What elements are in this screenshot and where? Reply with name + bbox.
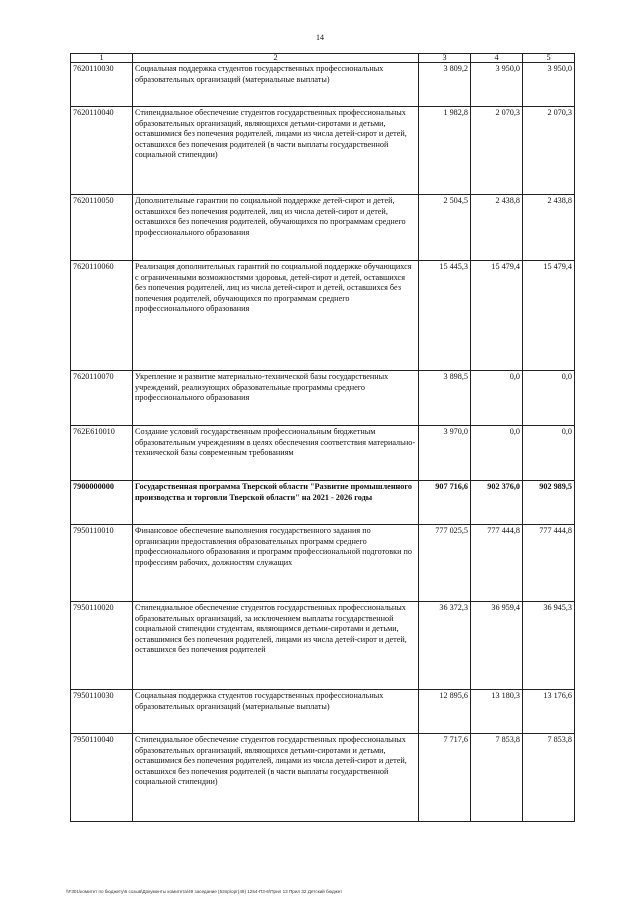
- table-row: [71, 602, 575, 690]
- footer-file-path: \\F301\комитет по бюджету\6 созыв\Документы комитета\49 заседание (53пр\орг(49) 1254-П3-6\Прил 13 Прил 32 Детский бюджет: [66, 889, 343, 894]
- table-header-row: [71, 54, 575, 63]
- row-name: Создание условий государственным профессиональным бюджетным образовательным учреждениям в целях обеспечения соответствия материально-технической базы современным требованиям: [133, 426, 419, 481]
- row-code: 7620110050: [71, 195, 133, 261]
- table-row: [71, 525, 575, 602]
- table-row: [71, 734, 575, 822]
- table-row: [71, 195, 575, 261]
- row-name: Социальная поддержка студентов государственных профессиональных образовательных организаций (материальные выплаты): [133, 63, 419, 107]
- row-name: Стипендиальное обеспечение студентов государственных профессиональных образовательных организаций, являющихся детьми-сиротами и детьми, оставшимися без попечения родителей, лицами из числа детей-сирот и детей, оставшихся без попечения родителей (в части выплаты государственной социальной стипендии): [133, 107, 419, 195]
- row-value-col3: 777 025,5: [419, 525, 471, 602]
- row-value-col3: 7 717,6: [419, 734, 471, 822]
- row-value-col4: 3 950,0: [471, 63, 523, 107]
- row-value-col3: 36 372,3: [419, 602, 471, 690]
- row-code: 7620110070: [71, 371, 133, 426]
- header-col-1: 1: [71, 54, 133, 63]
- table-row: [71, 371, 575, 426]
- row-code: 7950110010: [71, 525, 133, 602]
- row-name: Государственная программа Тверской области "Развитие промышленного производства и торговли Тверской области" на 2021 - 2026 годы: [133, 481, 419, 525]
- row-name: Реализация дополнительных гарантий по социальной поддержке обучающихся с ограниченными возможностями здоровья, детей-сирот и детей, оставшихся без попечения родителей, лиц из числа детей-сирот и детей, оставшихся без попечения родителей, обучающихся по программам среднего профессионального образования: [133, 261, 419, 371]
- row-name: Финансовое обеспечение выполнения государственного задания по организации предоставления образовательных программ среднего профессионального образования и программ профессиональной подготовки по профессиям рабочих, должностям служащих: [133, 525, 419, 602]
- budget-table: [70, 53, 575, 822]
- row-value-col5: 36 945,3: [523, 602, 575, 690]
- row-value-col3: 2 504,5: [419, 195, 471, 261]
- row-value-col4: 36 959,4: [471, 602, 523, 690]
- row-value-col4: 902 376,0: [471, 481, 523, 525]
- row-name: Социальная поддержка студентов государственных профессиональных образовательных организаций (материальные выплаты): [133, 690, 419, 734]
- row-value-col5: 777 444,8: [523, 525, 575, 602]
- row-value-col3: 1 982,8: [419, 107, 471, 195]
- header-col-2: 2: [133, 54, 419, 63]
- header-col-5: 5: [523, 54, 575, 63]
- table-row: [71, 63, 575, 107]
- row-value-col5: 902 989,5: [523, 481, 575, 525]
- row-name: Укрепление и развитие материально-технической базы государственных учреждений, реализующих образовательные программы среднего профессионального образования: [133, 371, 419, 426]
- row-value-col5: 15 479,4: [523, 261, 575, 371]
- row-code: 762E610010: [71, 426, 133, 481]
- row-value-col4: 13 180,3: [471, 690, 523, 734]
- row-code: 7620110060: [71, 261, 133, 371]
- row-code: 7900000000: [71, 481, 133, 525]
- table-row: [71, 481, 575, 525]
- row-code: 7950110040: [71, 734, 133, 822]
- header-col-4: 4: [471, 54, 523, 63]
- row-value-col5: 0,0: [523, 426, 575, 481]
- row-value-col4: 15 479,4: [471, 261, 523, 371]
- table-row: [71, 107, 575, 195]
- row-value-col3: 907 716,6: [419, 481, 471, 525]
- table-row: [71, 690, 575, 734]
- row-value-col3: 3 809,2: [419, 63, 471, 107]
- row-value-col5: 0,0: [523, 371, 575, 426]
- row-value-col3: 3 970,0: [419, 426, 471, 481]
- row-value-col5: 3 950,0: [523, 63, 575, 107]
- header-col-3: 3: [419, 54, 471, 63]
- row-code: 7620110040: [71, 107, 133, 195]
- page-number: 14: [316, 33, 324, 42]
- row-name: Стипендиальное обеспечение студентов государственных профессиональных образовательных организаций, за исключением выплаты государственной социальной стипендии студентам, являющимся детьми-сиротами и детьми, оставшимися без попечения родителей, лицами из числа детей-сирот и детей, оставшихся без попечения родителей: [133, 602, 419, 690]
- row-value-col4: 2 070,3: [471, 107, 523, 195]
- row-value-col5: 13 176,6: [523, 690, 575, 734]
- table-row: [71, 426, 575, 481]
- row-value-col4: 777 444,8: [471, 525, 523, 602]
- row-value-col3: 3 898,5: [419, 371, 471, 426]
- row-value-col4: 7 853,8: [471, 734, 523, 822]
- row-code: 7620110030: [71, 63, 133, 107]
- row-value-col5: 2 070,3: [523, 107, 575, 195]
- row-value-col4: 0,0: [471, 371, 523, 426]
- row-value-col3: 15 445,3: [419, 261, 471, 371]
- row-value-col5: 7 853,8: [523, 734, 575, 822]
- row-value-col3: 12 895,6: [419, 690, 471, 734]
- row-name: Дополнительные гарантии по социальной поддержке детей-сирот и детей, оставшихся без попечения родителей, лиц из числа детей-сирот и детей, оставшихся без попечения родителей, обучающихся по программам среднего профессионального образования: [133, 195, 419, 261]
- row-code: 7950110020: [71, 602, 133, 690]
- row-code: 7950110030: [71, 690, 133, 734]
- row-value-col5: 2 438,8: [523, 195, 575, 261]
- row-value-col4: 0,0: [471, 426, 523, 481]
- row-name: Стипендиальное обеспечение студентов государственных профессиональных образовательных организаций, являющихся детьми-сиротами и детьми, оставшимися без попечения родителей, лицами из числа детей-сирот и детей, оставшихся без попечения родителей (в части выплаты государственной социальной стипендии): [133, 734, 419, 822]
- table-row: [71, 261, 575, 371]
- row-value-col4: 2 438,8: [471, 195, 523, 261]
